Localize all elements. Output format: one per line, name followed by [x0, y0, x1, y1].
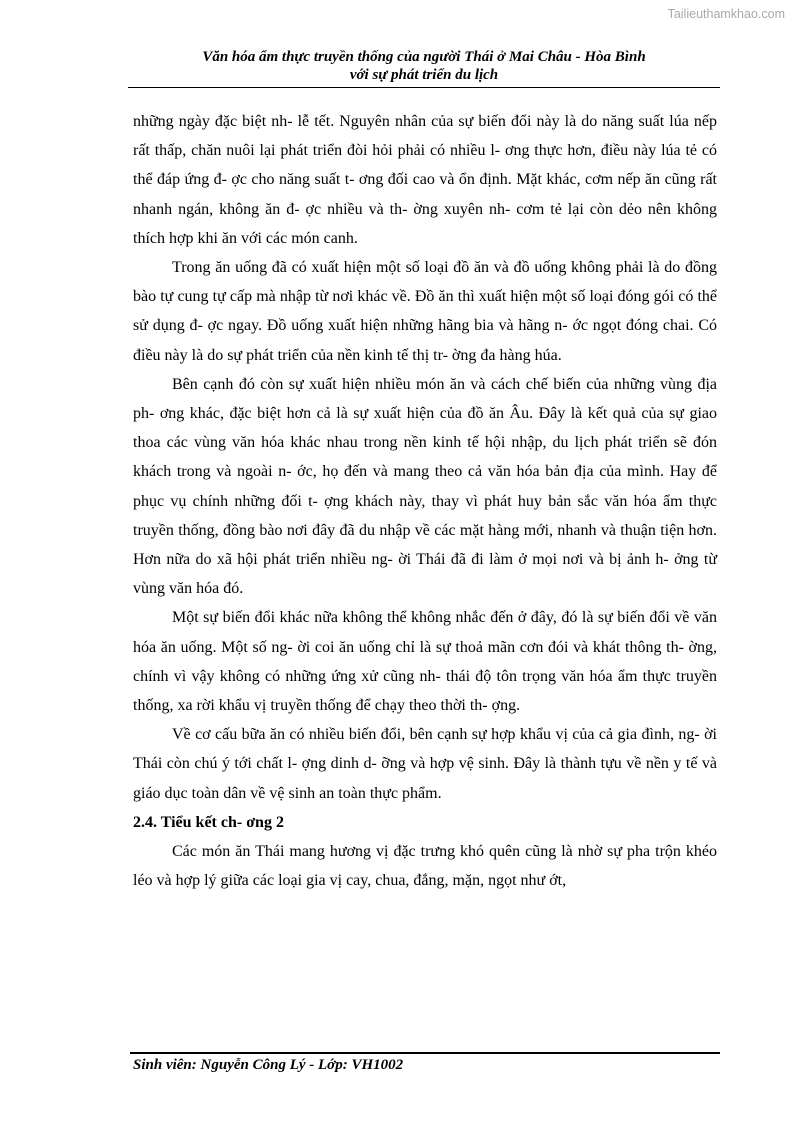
- paragraph-summary: Các món ăn Thái mang hương vị đặc trưng khó quên cũng là nhờ sự pha trộn khéo léo và hợp lý giữa các loại gia vị cay, chua, đắng, mặn, ngọt như ớt,: [133, 843, 717, 890]
- running-footer: Sinh viên: Nguyễn Công Lý - Lớp: VH1002: [133, 1057, 404, 1073]
- paragraph-eating-culture: Một sự biến đổi khác nữa không thể không nhắc đến ở đây, đó là sự biến đổi về văn hóa ăn uống. Một số ng- ời coi ăn uống chỉ là sự thoả mãn cơn đói và khát thông th- ờng, chính vì vậy không có những ứng xử cũng nh- thái độ tôn trọng văn hóa ẩm thực truyền thống, xa rời khẩu vị truyền thống để chạy theo thời th- ợng.: [133, 609, 717, 715]
- running-header: [128, 48, 720, 84]
- section-heading: 2.4. Tiểu kết ch- ơng 2: [133, 813, 284, 831]
- header-divider: [128, 87, 720, 88]
- paragraph-other-cuisines: Bên cạnh đó còn sự xuất hiện nhiều món ăn và cách chế biến của những vùng địa ph- ơng khác, đặc biệt hơn cả là sự xuất hiện của đồ ăn Âu. Đây là kết quả của sự giao thoa các vùng văn hóa khác nhau trong nền kinh tế hội nhập, du lịch phát triển sẽ đón khách trong và ngoài n- ớc, họ đến và mang theo cả văn hóa bản địa của mình. Hay để phục vụ chính những đối t- ợng khách này, thay vì phát huy bản sắc văn hóa ẩm thực truyền thống, đồng bào nơi đây đã du nhập về các mặt hàng mới, nhanh và thuận tiện hơn. Hơn nữa do xã hội phát triển nhiều ng- ời Thái đã đi làm ở mọi nơi và bị ảnh h- ởng từ vùng văn hóa đó.: [133, 375, 717, 598]
- paragraph-imported-food: Trong ăn uống đã có xuất hiện một số loại đồ ăn và đồ uống không phải là do đồng bào tự cung tự cấp mà nhập từ nơi khác về. Đồ ăn thì xuất hiện một số loại đóng gói có thể sử dụng đ- ợc ngay. Đồ uống xuất hiện những hãng bia và hãng n- ớc ngọt đóng chai. Có điều này là do sự phát triển của nền kinh tế thị tr- ờng đa hàng húa.: [133, 259, 717, 364]
- footer-divider: [130, 1052, 720, 1054]
- paragraph-meal-structure: Về cơ cấu bữa ăn có nhiều biến đổi, bên cạnh sự hợp khẩu vị của cả gia đình, ng- ời Thái còn chú ý tới chất l- ợng dinh d- ỡng và hợp vệ sinh. Đây là thành tựu về nền y tế và giáo dục toàn dân về vệ sinh an toàn thực phẩm.: [133, 726, 717, 802]
- page-body: [133, 107, 717, 895]
- header-title-line-2: với sự phát triển du lịch: [349, 67, 499, 83]
- header-title-line-1: Văn hóa ẩm thực truyền thống của người Thái ở Mai Châu - Hòa Bình: [202, 49, 646, 65]
- paragraph-continued: những ngày đặc biệt nh- lễ tết. Nguyên nhân của sự biến đổi này là do năng suất lúa nếp rất thấp, chăn nuôi lại phát triển đòi hỏi phải có nhiều l- ơng thực hơn, điều này lúa tẻ có thể đáp ứng đ- ợc cho năng suất t- ơng đối cao và ổn định. Mặt khác, cơm nếp ăn cũng rất nhanh ngán, không ăn đ- ợc nhiều và th- ờng xuyên nh- cơm tẻ lại còn dẻo nên không thích hợp khi ăn với các món canh.: [133, 113, 717, 247]
- watermark: Tailieuthamkhao.com: [667, 7, 785, 21]
